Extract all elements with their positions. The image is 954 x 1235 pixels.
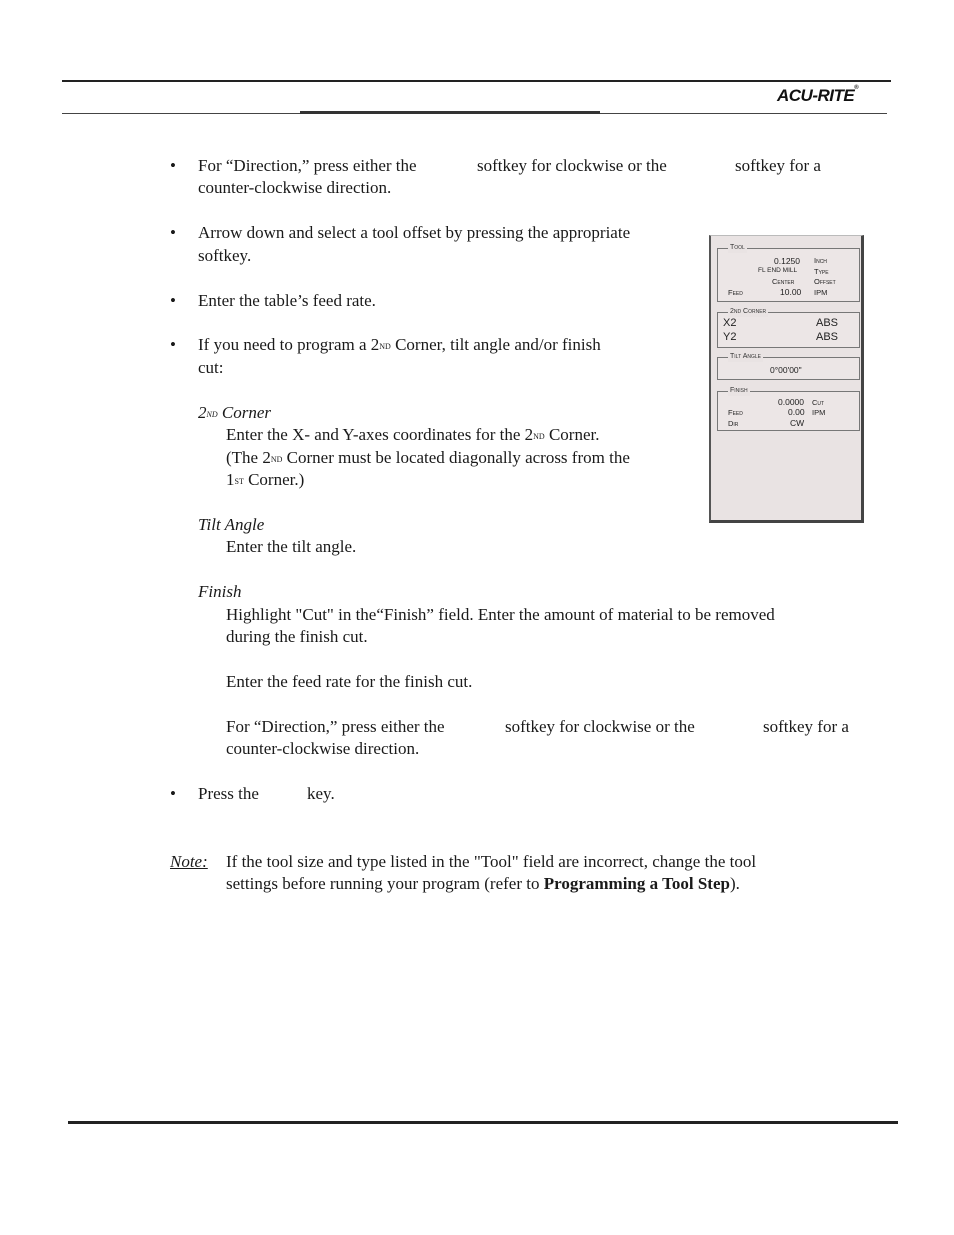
bullet: • — [170, 784, 176, 803]
tool-type-value: FL END MILL — [758, 267, 798, 274]
direction-text-a: For “Direction,” press either the — [198, 156, 417, 175]
direction-text-d: counter-clockwise direction. — [198, 178, 392, 197]
corner-text-1: Enter the X- and Y-axes coordinates for the 2ND Corner. — [226, 425, 600, 444]
bullet: • — [170, 335, 176, 354]
tilt-heading: Tilt Angle — [198, 515, 265, 534]
finish-direction-b: softkey for clockwise or the — [505, 717, 695, 736]
finish-group — [717, 387, 860, 431]
note-link-programming-tool-step: Programming a Tool Step — [543, 874, 730, 893]
corner-text-2: (The 2ND Corner must be located diagonally across from the — [226, 448, 630, 467]
note-text-2: settings before running your program (refer to Programming a Tool Step). — [226, 874, 740, 893]
tool-group — [717, 244, 860, 302]
tool-size: 0.1250 — [774, 256, 800, 266]
tilt-value: 0°00'00" — [770, 365, 802, 375]
header-rule — [62, 80, 891, 82]
feed-unit: IPM — [814, 288, 828, 297]
y2-label: Y2 — [723, 331, 737, 343]
tool-type-label: Type — [814, 267, 829, 276]
acu-rite-logo: ACU-RITE® — [777, 85, 859, 105]
finish-direction-d: counter-clockwise direction. — [226, 739, 420, 758]
tool-offset-label: Offset — [814, 277, 836, 286]
press-text-b: key. — [307, 784, 335, 803]
finish-value: 0.0000 — [778, 397, 804, 407]
tilt-group — [717, 353, 860, 380]
header-rule-accent — [300, 111, 600, 114]
finish-cut-label: Cut — [812, 398, 825, 407]
x2-label: X2 — [723, 317, 737, 329]
bullet: • — [170, 291, 176, 310]
finish-feed-label: Feed — [728, 408, 743, 417]
finish-text-2: during the finish cut. — [226, 627, 368, 646]
finish-heading: Finish — [198, 582, 242, 601]
dro-screen-panel — [709, 235, 864, 523]
corner-heading: 2ND Corner — [198, 403, 271, 422]
finish-feed-value: 0.00 — [788, 407, 805, 417]
finish-text-1: Highlight "Cut" in the“Finish” field. Enter the amount of material to be removed — [226, 605, 775, 624]
y2-mode: ABS — [816, 331, 839, 343]
finish-group-title: Finish — [730, 387, 748, 394]
tool-group-title: Tool — [730, 244, 745, 251]
tool-offset-text-a: Arrow down and select a tool offset by pressing the appropriate — [198, 223, 631, 242]
tool-unit: Inch — [814, 256, 827, 265]
second-corner-intro: If you need to program a 2ND Corner, tilt angle and/or finish — [198, 335, 601, 354]
x2-mode: ABS — [816, 317, 839, 329]
feed-label: Feed — [728, 288, 743, 297]
press-text-a: Press the — [198, 784, 259, 803]
note-text-1: If the tool size and type listed in the "Tool" field are incorrect, change the tool — [226, 852, 757, 871]
finish-direction-c: softkey for a — [763, 717, 849, 736]
dir-value: CW — [790, 418, 805, 428]
feed-rate-text: Enter the table’s feed rate. — [198, 291, 376, 310]
tilt-group-title: Tilt Angle — [730, 353, 761, 360]
finish-direction-a: For “Direction,” press either the — [226, 717, 445, 736]
direction-text-c: softkey for a — [735, 156, 821, 175]
tool-offset-value: Center — [772, 277, 795, 286]
note-label: Note: — [170, 852, 208, 871]
dir-label: Dir — [728, 419, 739, 428]
finish-feed-unit: IPM — [812, 408, 826, 417]
bullet: • — [170, 223, 176, 242]
corner-group-title: 2nd Corner — [730, 308, 767, 315]
second-corner-intro-b: cut: — [198, 358, 224, 377]
footer-rule — [68, 1121, 898, 1124]
corner-group — [717, 308, 860, 348]
corner-text-3: 1ST Corner.) — [226, 470, 305, 489]
direction-text-b: softkey for clockwise or the — [477, 156, 667, 175]
finish-text-3: Enter the feed rate for the finish cut. — [226, 672, 473, 691]
feed-value: 10.00 — [780, 287, 802, 297]
tilt-text: Enter the tilt angle. — [226, 537, 357, 556]
bullet: • — [170, 156, 176, 175]
tool-offset-text-b: softkey. — [198, 246, 252, 265]
